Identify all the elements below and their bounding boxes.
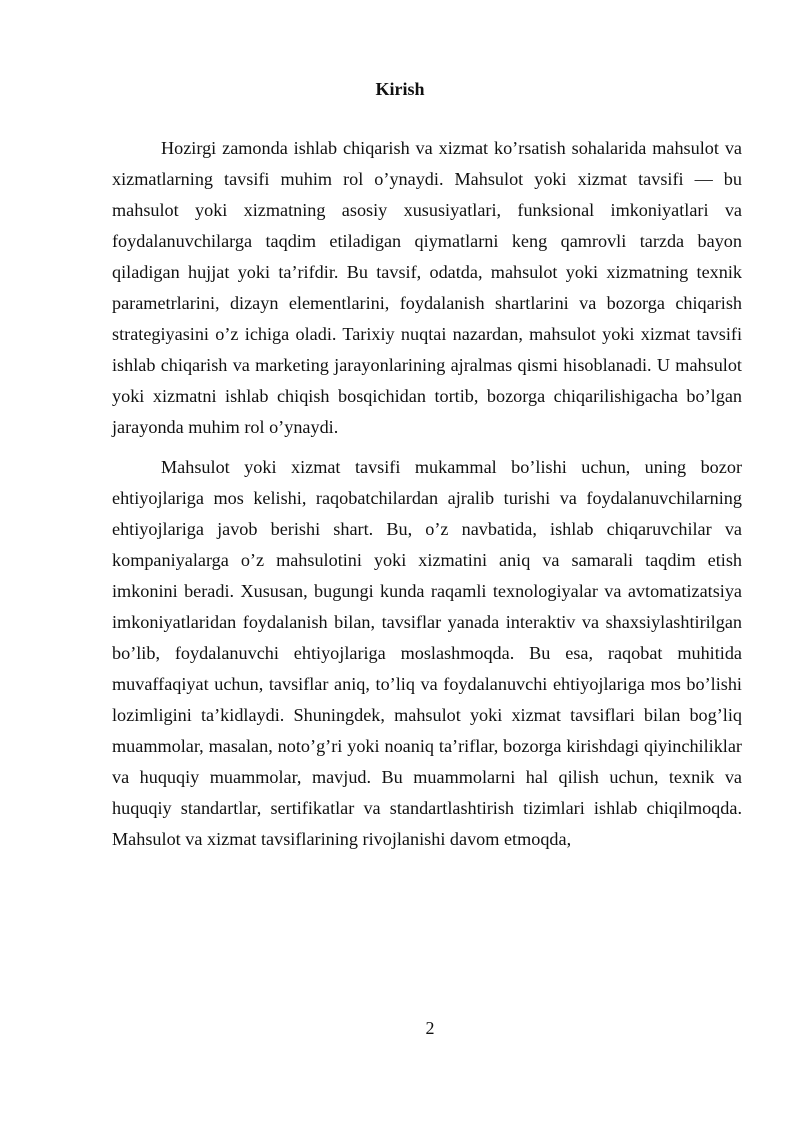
page-title: Kirish xyxy=(375,79,425,99)
page-number: 2 xyxy=(425,1018,435,1038)
paragraph-1: Hozirgi zamonda ishlab chiqarish va xizmat ko’rsatish sohalarida mahsulot va xizmatlarning tavsifi muhim rol o’ynaydi. Mahsulot yoki xizmat tavsifi — bu mahsulot yoki xizmatning asosiy xususiyatlari, funksional imkoniyatlari va foydalanuvchilarga taqdim etiladigan qiymatlarni keng qamrovli tarzda bayon qiladigan hujjat yoki ta’rifdir. Bu tavsif, odatda, mahsulot yoki xizmatning texnik parametrlarini, dizayn elementlarini, foydalanish shartlarini va bozorga chiqarish strategiyasini o’z ichiga oladi. Tarixiy nuqtai nazardan, mahsulot yoki xizmat tavsifi ishlab chiqarish va marketing jarayonlarining ajralmas qismi hisoblanadi. U mahsulot yoki xizmatni ishlab chiqish bosqichidan tortib, bozorga chiqarilishigacha bo’lgan jarayonda muhim rol o’ynaydi. xyxy=(112,138,742,437)
body-text xyxy=(112,133,742,855)
paragraph-2: Mahsulot yoki xizmat tavsifi mukammal bo’lishi uchun, uning bozor ehtiyojlariga mos kelishi, raqobatchilardan ajralib turishi va foydalanuvchilarning ehtiyojlariga javob berishi shart. Bu, o’z navbatida, ishlab chiqaruvchilar va kompaniyalarga o’z mahsulotini yoki xizmatini aniq va samarali taqdim etish imkonini beradi. Xususan, bugungi kunda raqamli texnologiyalar va avtomatizatsiya imkoniyatlaridan foydalanish bilan, tavsiflar yanada interaktiv va shaxsiylashtirilgan bo’lib, foydalanuvchi ehtiyojlariga moslashmoqda. Bu esa, raqobat muhitida muvaffaqiyat uchun, tavsiflar aniq, to’liq va foydalanuvchi ehtiyojlariga mos bo’lishi lozimligini ta’kidlaydi. Shuningdek, mahsulot yoki xizmat tavsiflari bilan bog’liq muammolar, masalan, noto’g’ri yoki noaniq ta’riflar, bozorga kirishdagi qiyinchiliklar va huquqiy muammolar, mavjud. Bu muammolarni hal qilish uchun, texnik va huquqiy standartlar, sertifikatlar va standartlashtirish tizimlari ishlab chiqilmoqda. Mahsulot va xizmat tavsiflarining rivojlanishi davom etmoqda, xyxy=(112,457,742,849)
